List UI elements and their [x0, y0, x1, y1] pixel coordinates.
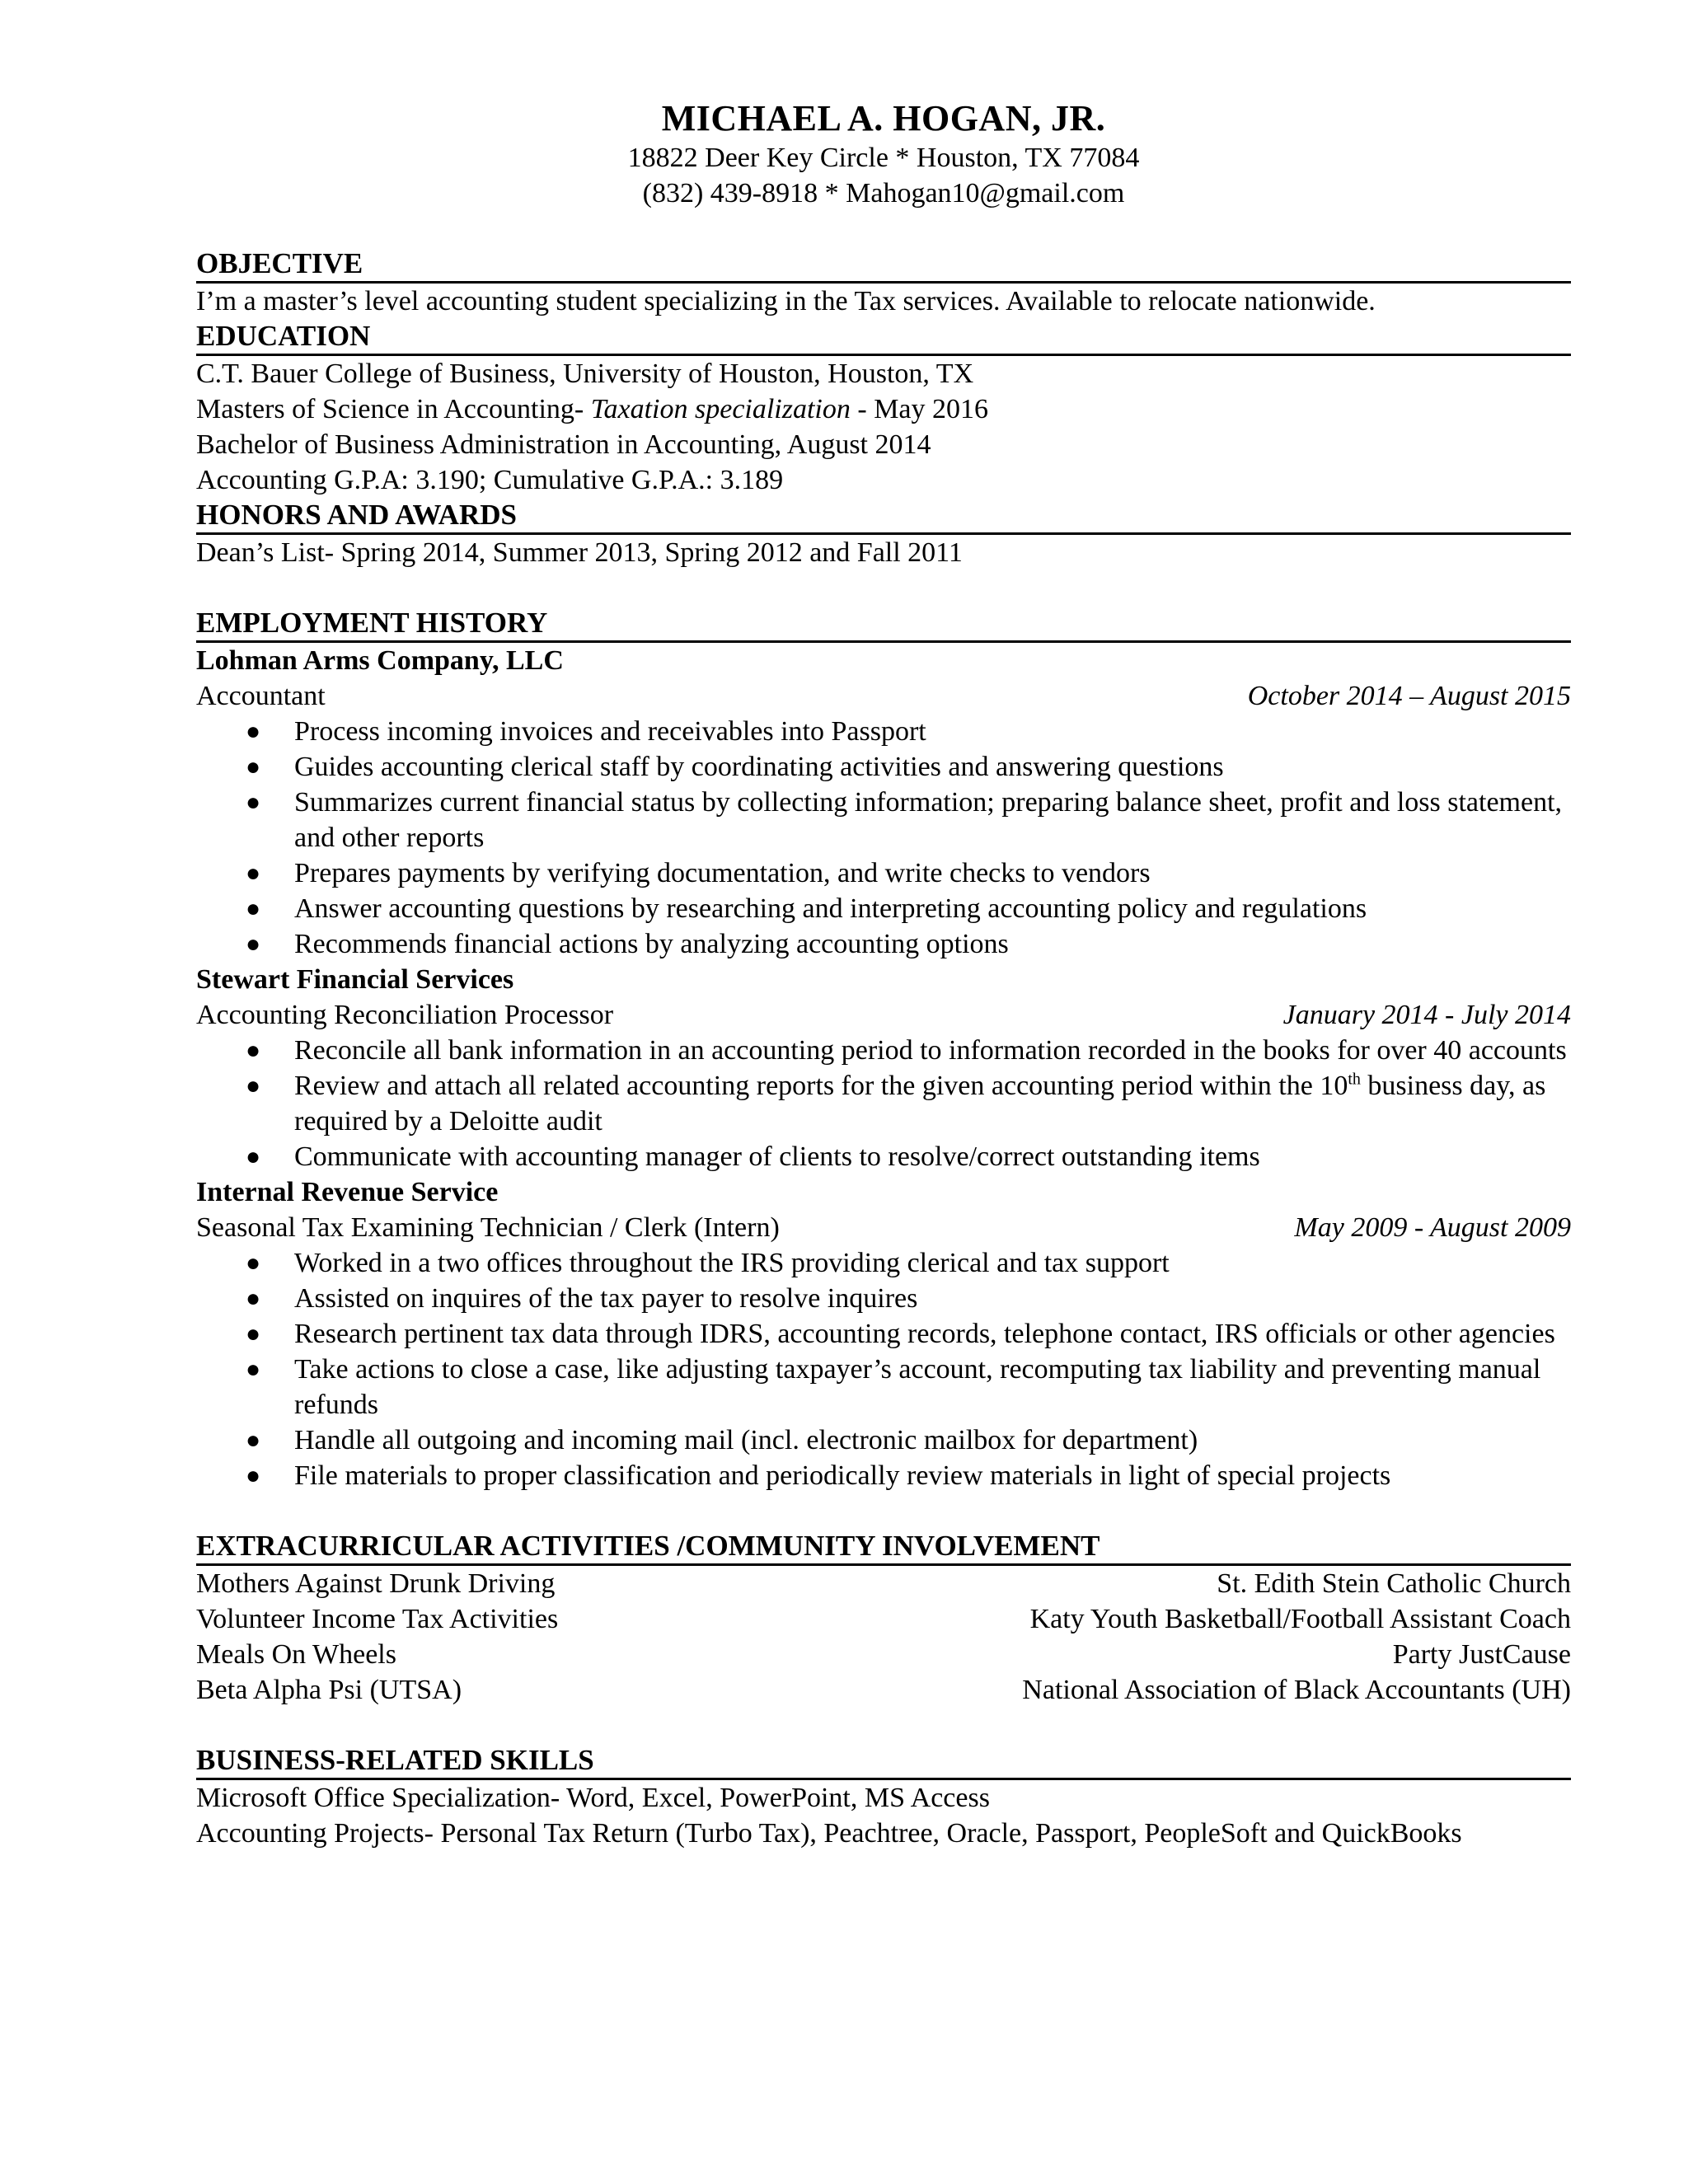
objective-section — [196, 246, 1571, 319]
job-dates: October 2014 – August 2015 — [1247, 681, 1571, 711]
job-company: Lohman Arms Company, LLC — [196, 645, 564, 676]
bullet-text: Take actions to close a case, like adjusting taxpayer’s account, recomputing tax liability and preventing manual refunds — [294, 1354, 1541, 1420]
list-item — [196, 1316, 1571, 1352]
bullet-text: Summarizes current financial status by collecting information; preparing balance sheet, profit and loss statement, and other reports — [294, 787, 1563, 853]
list-item — [196, 1033, 1571, 1068]
bullet-icon: ● — [246, 930, 261, 958]
masters-specialization: Taxation specialization — [590, 394, 851, 424]
list-item — [196, 926, 1571, 962]
job-dates: May 2009 - August 2009 — [1294, 1212, 1571, 1243]
activity-row — [196, 1601, 1571, 1637]
bullet-icon: ● — [246, 1320, 261, 1347]
resume-header — [196, 97, 1571, 211]
education-title: EDUCATION — [196, 319, 1571, 356]
activity-right: National Association of Black Accountants (UH) — [1022, 1675, 1571, 1705]
bullet-icon: ● — [246, 860, 261, 887]
list-item — [196, 714, 1571, 749]
job-lohman — [196, 643, 1571, 962]
bullet-icon: ● — [246, 1072, 261, 1099]
bullet-icon: ● — [246, 718, 261, 745]
job-role: Accountant — [196, 681, 326, 711]
activity-right: Party JustCause — [1392, 1639, 1571, 1670]
address-line: 18822 Deer Key Circle * Houston, TX 77084 — [627, 143, 1140, 173]
education-section — [196, 319, 1571, 498]
masters-prefix: Masters of Science in Accounting- — [196, 394, 591, 424]
bullet-icon: ● — [246, 1427, 261, 1454]
bullet-text: Reconcile all bank information in an accounting period to information recorded in the books for over 40 accounts — [294, 1035, 1567, 1066]
job-role: Accounting Reconciliation Processor — [196, 1000, 614, 1030]
activity-left: Mothers Against Drunk Driving — [196, 1568, 556, 1599]
bullet-text: Worked in a two offices throughout the IRS providing clerical and tax support — [294, 1248, 1170, 1278]
bullet-icon: ● — [246, 895, 261, 922]
job-dates: January 2014 - July 2014 — [1282, 1000, 1571, 1030]
bullet-icon: ● — [246, 1143, 261, 1170]
honors-section — [196, 498, 1571, 570]
activity-row — [196, 1637, 1571, 1672]
objective-title: OBJECTIVE — [196, 246, 1571, 284]
job-bullets — [196, 1033, 1571, 1174]
bullet-icon: ● — [246, 1462, 261, 1489]
bullet-icon: ● — [246, 753, 261, 780]
bullet-text — [294, 1071, 1545, 1137]
bullet-text: Research pertinent tax data through IDRS, accounting records, telephone contact, IRS officials or other agencies — [294, 1319, 1555, 1349]
list-item — [196, 1245, 1571, 1281]
job-role: Seasonal Tax Examining Technician / Clerk (Intern) — [196, 1212, 780, 1243]
list-item — [196, 1422, 1571, 1458]
masters-suffix: - May 2016 — [850, 394, 989, 424]
activity-row — [196, 1672, 1571, 1708]
activity-left: Volunteer Income Tax Activities — [196, 1604, 559, 1634]
list-item — [196, 855, 1571, 891]
candidate-name: MICHAEL A. HOGAN, JR. — [661, 98, 1106, 138]
activity-right: St. Edith Stein Catholic Church — [1217, 1568, 1571, 1599]
bullet-icon: ● — [246, 1356, 261, 1383]
honors-text: Dean’s List- Spring 2014, Summer 2013, Spring 2012 and Fall 2011 — [196, 537, 963, 568]
education-gpa: Accounting G.P.A: 3.190; Cumulative G.P.A.: 3.189 — [196, 465, 784, 495]
bullet-text-before: Review and attach all related accounting reports for the given accounting period within the 10 — [294, 1071, 1348, 1101]
list-item — [196, 1139, 1571, 1174]
job-company: Internal Revenue Service — [196, 1177, 499, 1207]
activity-right: Katy Youth Basketball/Football Assistant Coach — [1029, 1604, 1571, 1634]
extracurricular-title: EXTRACURRICULAR ACTIVITIES /COMMUNITY INVOLVEMENT — [196, 1529, 1571, 1566]
bullet-text: Guides accounting clerical staff by coordinating activities and answering questions — [294, 752, 1224, 782]
bullet-text: Communicate with accounting manager of clients to resolve/correct outstanding items — [294, 1141, 1260, 1172]
bullet-text: Handle all outgoing and incoming mail (incl. electronic mailbox for department) — [294, 1425, 1198, 1455]
list-item — [196, 1068, 1571, 1139]
education-bachelors: Bachelor of Business Administration in Accounting, August 2014 — [196, 429, 931, 460]
bullet-text: Assisted on inquires of the tax payer to resolve inquires — [294, 1283, 918, 1314]
activity-left: Meals On Wheels — [196, 1639, 396, 1670]
activity-left: Beta Alpha Psi (UTSA) — [196, 1675, 462, 1705]
bullet-text: Answer accounting questions by researching and interpreting accounting policy and regulations — [294, 893, 1367, 924]
list-item — [196, 749, 1571, 785]
skills-title: BUSINESS-RELATED SKILLS — [196, 1743, 1571, 1780]
education-masters — [196, 391, 1571, 427]
job-role-row — [196, 678, 1571, 714]
bullet-text: Prepares payments by verifying documentation, and write checks to vendors — [294, 858, 1151, 888]
bullet-icon: ● — [246, 1249, 261, 1277]
activity-row — [196, 1566, 1571, 1601]
list-item — [196, 1281, 1571, 1316]
honors-title: HONORS AND AWARDS — [196, 498, 1571, 535]
list-item — [196, 1458, 1571, 1493]
job-role-row — [196, 1210, 1571, 1245]
job-irs — [196, 1174, 1571, 1493]
list-item — [196, 785, 1571, 855]
bullet-icon: ● — [246, 1285, 261, 1312]
contact-line: (832) 439-8918 * Mahogan10@gmail.com — [642, 178, 1125, 209]
resume-page — [196, 97, 1571, 1851]
employment-title: EMPLOYMENT HISTORY — [196, 606, 1571, 643]
job-role-row — [196, 997, 1571, 1033]
ordinal-suffix: th — [1348, 1070, 1361, 1089]
skills-projects: Accounting Projects- Personal Tax Return (Turbo Tax), Peachtree, Oracle, Passport, PeopleSoft and QuickBooks — [196, 1818, 1462, 1849]
bullet-icon: ● — [246, 789, 261, 816]
list-item — [196, 891, 1571, 926]
bullet-text: Process incoming invoices and receivables into Passport — [294, 716, 926, 747]
bullet-icon: ● — [246, 1037, 261, 1064]
education-school: C.T. Bauer College of Business, University of Houston, Houston, TX — [196, 359, 974, 389]
job-bullets — [196, 714, 1571, 962]
objective-text: I’m a master’s level accounting student specializing in the Tax services. Available to relocate nationwide. — [196, 286, 1376, 316]
job-company: Stewart Financial Services — [196, 964, 514, 995]
job-bullets — [196, 1245, 1571, 1493]
employment-section — [196, 606, 1571, 1493]
skills-office: Microsoft Office Specialization- Word, Excel, PowerPoint, MS Access — [196, 1783, 990, 1813]
bullet-text: File materials to proper classification and periodically review materials in light of special projects — [294, 1460, 1391, 1491]
skills-section — [196, 1743, 1571, 1851]
extracurricular-section — [196, 1529, 1571, 1708]
list-item — [196, 1352, 1571, 1422]
bullet-text: Recommends financial actions by analyzing accounting options — [294, 929, 1009, 959]
job-stewart — [196, 962, 1571, 1174]
bullet-text-after: business day, as required by a Deloitte audit — [294, 1071, 1546, 1137]
